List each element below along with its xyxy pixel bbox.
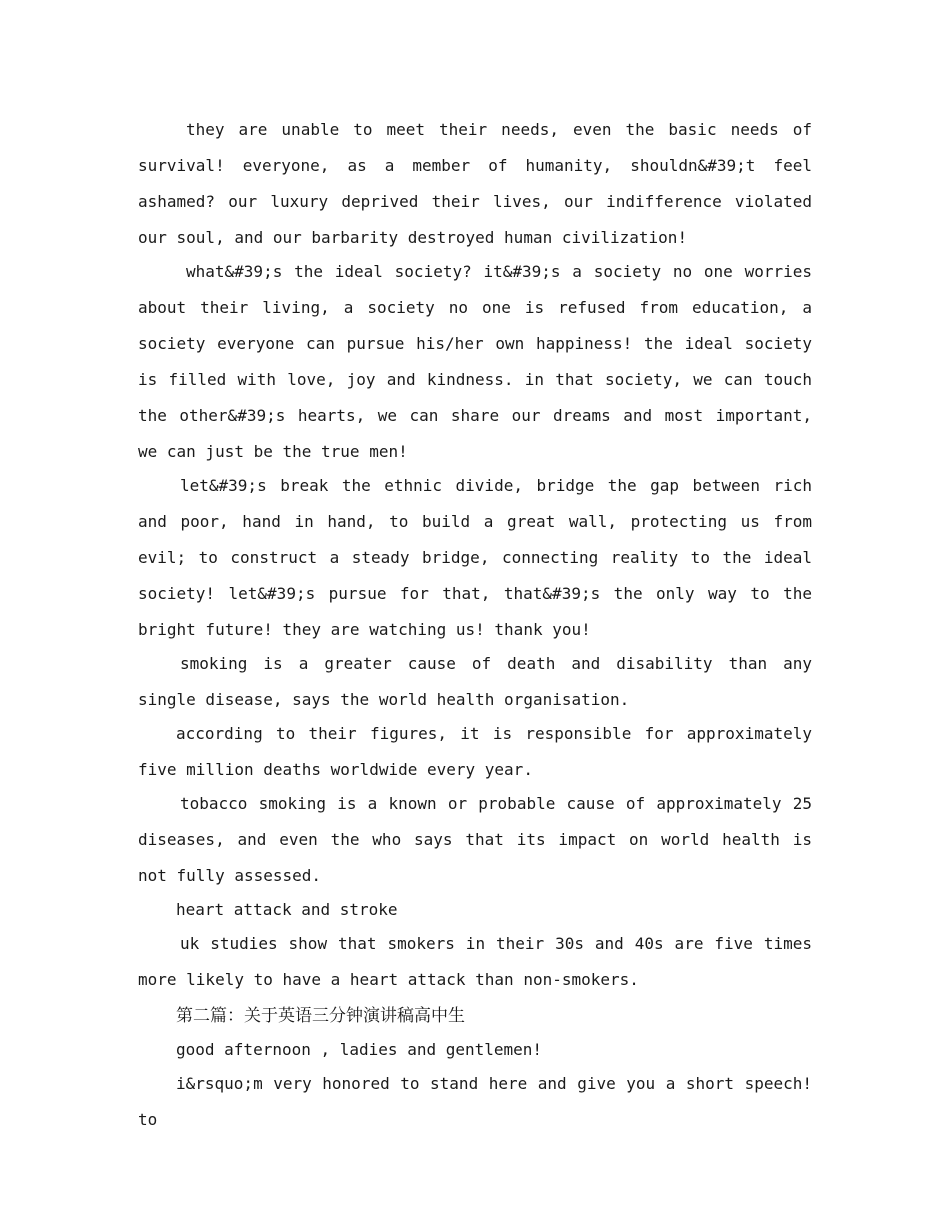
- speech-opening: i&rsquo;m very honored to stand here and give you a short speech! to: [138, 1074, 812, 1129]
- paragraph-smoking-cause: smoking is a greater cause of death and disability than any single disease, says the world health organisation.: [138, 654, 812, 709]
- paragraph-ideal-society: what&#39;s the ideal society? it&#39;s a society no one worries about their living, a society no one is refused from education, a society everyone can pursue his/her own happiness! the ideal society is filled with love, joy and kindness. in that society, we can touch the other&#39;s hearts, we can share our dreams and most important, we can just be the true men!: [138, 262, 812, 461]
- paragraph-uk-studies: uk studies show that smokers in their 30s and 40s are five times more likely to have a heart attack than non-smokers.: [138, 934, 812, 989]
- subheading-heart-attack: heart attack and stroke: [176, 900, 398, 919]
- greeting-line: good afternoon , ladies and gentlemen!: [176, 1040, 543, 1059]
- document-body: [138, 112, 812, 1138]
- paragraph-tobacco: tobacco smoking is a known or probable cause of approximately 25 diseases, and even the who says that its impact on world health is not fully assessed.: [138, 794, 812, 885]
- paragraph-survival: they are unable to meet their needs, even the basic needs of survival! everyone, as a member of humanity, shouldn&#39;t feel ashamed? our luxury deprived their lives, our indifference violated our soul, and our barbarity destroyed human civilization!: [138, 120, 812, 247]
- section-heading: 第二篇：关于英语三分钟演讲稿高中生: [176, 1006, 465, 1026]
- paragraph-break-divide: let&#39;s break the ethnic divide, bridge the gap between rich and poor, hand in hand, to build a great wall, protecting us from evil; to construct a steady bridge, connecting reality to the ideal society! let&#39;s pursue for that, that&#39;s the only way to the bright future! they are watching us! thank you!: [138, 476, 812, 639]
- paragraph-figures: according to their figures, it is responsible for approximately five million deaths worldwide every year.: [138, 724, 812, 779]
